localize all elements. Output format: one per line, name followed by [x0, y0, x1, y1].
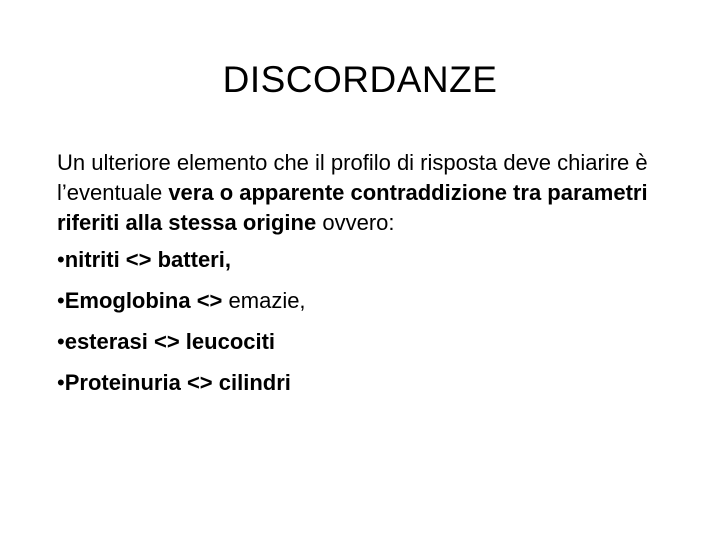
bullet-text-bold: nitriti <> batteri, [64, 247, 231, 272]
intro-paragraph [57, 148, 677, 238]
bullet-item-nitriti [57, 245, 677, 286]
slide-title: DISCORDANZE [222, 59, 498, 100]
bullet-text-bold: Proteinuria <> cilindri [64, 370, 291, 395]
bullet-text-normal: emazie, [228, 288, 306, 313]
bullet-marker: • [57, 288, 65, 313]
bullet-marker: • [57, 370, 65, 395]
bullet-marker: • [57, 247, 65, 272]
bullet-item-proteinuria [57, 368, 677, 409]
bullet-text-bold: esterasi <> leucociti [64, 329, 276, 354]
bullet-text-bold: Emoglobina <> [64, 288, 229, 313]
bullet-item-emoglobina [57, 286, 677, 327]
intro-text-bold: vera o apparente contraddizione tra parametri riferiti alla stessa origine [57, 180, 648, 235]
intro-text-part2: ovvero: [316, 210, 395, 235]
bullet-item-esterasi [57, 327, 677, 368]
intro-text-part1: Un ulteriore elemento che il profilo di risposta deve chiarire è l’eventuale [57, 150, 648, 205]
bullet-marker: • [57, 329, 65, 354]
slide-body [57, 148, 677, 409]
